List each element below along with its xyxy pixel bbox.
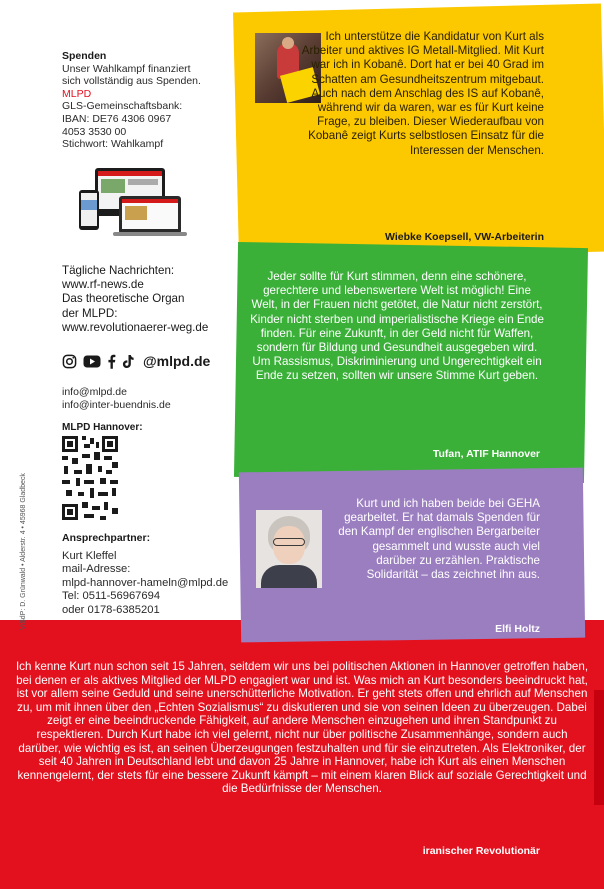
donation-heading: Spenden [62, 50, 107, 62]
email-list [62, 386, 232, 411]
contact-heading: Ansprechpartner: [62, 532, 151, 544]
imprint-text: ViSdP: D. Grünwald • Alderstr. 4 • 45968 Gladbeck [20, 473, 27, 630]
social-links [62, 351, 210, 371]
instagram-icon[interactable] [62, 354, 77, 369]
quote-author-green: Tufan, ATIF Hannover [432, 448, 540, 460]
news-line: der MLPD: [62, 306, 118, 320]
quote-author-red: iranischer Revolutionär [422, 845, 540, 857]
tiktok-icon[interactable] [122, 354, 135, 369]
donation-line: Unser Wahlkampf finanziert [62, 62, 191, 75]
quote-text-green: Jeder sollte für Kurt stimmen, denn eine schönere, gerechtere und lebenswertere Welt ist möglich! Eine Welt, in der Frauen nicht getötet, die Natur nicht zerstört, Kinder nicht sterben und imperialistische Kriege ein Ende finden. Für eine Zukunft, in der Geld nicht für Waffen, sondern für Bildung und Gesundheit ausgegeben wird. Um Rassismus, Diskriminierung und Ungerechtigkeit ein Ende zu setzen, sollten wir unsere Stimme Kurt geben. [250, 270, 544, 383]
portrait-photo [256, 510, 322, 588]
facebook-icon[interactable] [107, 354, 116, 369]
news-link[interactable]: www.revolutionaerer-weg.de [62, 320, 209, 334]
devices-illustration [75, 168, 195, 238]
donation-line: sich vollständig aus Spenden. [62, 75, 201, 88]
news-info [62, 264, 237, 335]
quote-text-purple: Kurt und ich haben beide bei GEHA gearbeitet. Er hat damals Spenden für den Kampf der englischen Bergarbeiter gesammelt und wusste auch viel darüber zu erzählen. Praktische Solidarität – das zeichnet ihn aus. [338, 497, 540, 582]
donation-info [62, 50, 232, 151]
qr-code[interactable] [62, 436, 118, 520]
donation-org: MLPD [62, 87, 92, 100]
news-line: Tägliche Nachrichten: [62, 264, 175, 277]
youtube-icon[interactable] [83, 354, 101, 369]
contact-mail-label: mail-Adresse: [62, 563, 131, 576]
donation-bank: GLS-Gemeinschaftsbank: [62, 100, 183, 113]
quote-text-yellow: Ich unterstütze die Kandidatur von Kurt als Arbeiter und aktives IG Metall-Mitglied. Mit Kurt war ich in Kobanê. Dort hat er bei 40 Grad im Schatten am Gesundheitszentrum mitgebaut. Auch nach dem Anschlag des IS auf Kobanê, während wir da waren, war es für Kurt keine Frage, zu bleiben. Dieser Wiederaufbau von Kobanê zeigt Kurts selbstlosen Einsatz für die Interessen der Menschen. [301, 30, 544, 157]
social-handle[interactable]: @mlpd.de [143, 353, 211, 369]
contact-name: Kurt Kleffel [62, 550, 117, 562]
news-line: Das theoretische Organ [62, 292, 185, 306]
contact-mail[interactable]: mlpd-hannover-hameln@mlpd.de [62, 576, 229, 589]
donation-iban-cont: 4053 3530 00 [62, 125, 127, 138]
contact-phone-alt[interactable]: oder 0178-6385201 [62, 603, 160, 616]
news-link[interactable]: www.rf-news.de [62, 278, 144, 292]
email-link[interactable]: info@mlpd.de [62, 386, 127, 398]
donation-keyword: Stichwort: Wahlkampf [62, 138, 164, 151]
edge-tab [594, 690, 604, 805]
quote-text-red: Ich kenne Kurt nun schon seit 15 Jahren, seitdem wir uns bei politischen Aktionen in Hannover getroffen haben, bei denen er als aktives Mitglied der MLPD engagiert war und ist. Was mich an Kurt besonders beeindruckt hat, ist vor allem seine Geduld und seine unerschütterliche Motivation. Er geht stets offen und ehrlich auf Menschen zu, um mit ihnen über den „Echten Sozialismus“ zu diskutieren und sie von seinen Ideen zu überzeugen. Dabei zeigt er eine beeindruckende Fähigkeit, auf andere Menschen einzugehen und ihren Standpunkt zu respektieren. Durch Kurt habe ich viel gelernt, nicht nur über politische Zusammenhänge, sondern auch darüber, wie wichtig es ist, an seinen Überzeugungen festzuhalten und für sie einzutreten. Als Elektroniker, der seit 40 Jahren in Deutschland lebt und davon 25 Jahre in Hannover, habe ich Kurt als einen Menschen kennengelernt, der stets für eine bessere Zukunft kämpft – mit einem klaren Blick auf soziale Gerechtigkeit und die Bedürfnisse der Menschen. [15, 660, 589, 796]
contact-info [62, 550, 242, 617]
hannover-heading: MLPD Hannover: [62, 422, 143, 433]
email-link[interactable]: info@inter-buendnis.de [62, 398, 171, 411]
quote-author-yellow: Wiebke Koepsell, VW-Arbeiterin [385, 231, 544, 243]
contact-phone[interactable]: Tel: 0511-56967694 [62, 590, 161, 603]
donation-iban: IBAN: DE76 4306 0967 [62, 112, 172, 125]
quote-author-purple: Elfi Holtz [495, 623, 540, 635]
